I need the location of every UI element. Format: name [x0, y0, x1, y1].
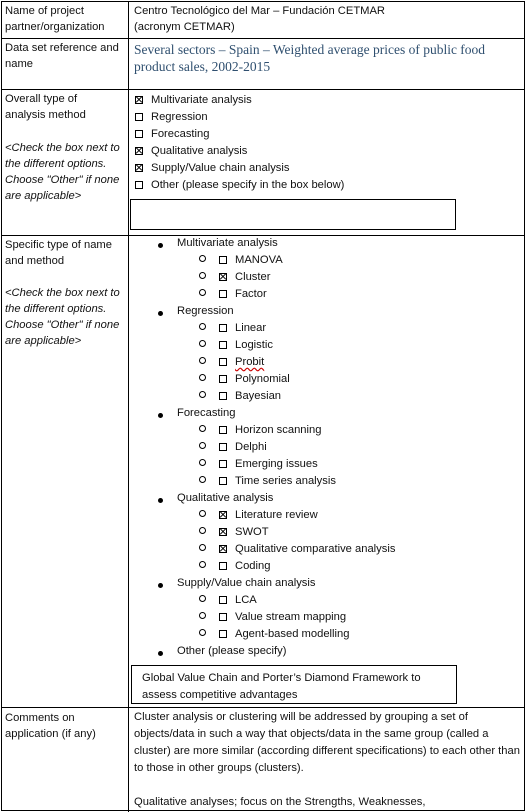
checkbox-icon[interactable]	[135, 130, 143, 138]
checkbox-icon[interactable]	[219, 375, 227, 383]
method-group-heading: Other (please specify)	[177, 645, 287, 657]
checkbox-icon[interactable]	[219, 613, 227, 621]
option-label: Other (please specify in the box below)	[151, 179, 345, 191]
method-option-label: Horizon scanning	[235, 424, 322, 436]
method-option-label: LCA	[235, 594, 257, 606]
overall-instruction: <Check the box next to the different options. Choose "Other" if none are applicable>	[5, 142, 120, 202]
checkbox-icon[interactable]	[219, 443, 227, 451]
comments-paragraph-2: Qualitative analyses; focus on the Strengths, Weaknesses,	[134, 796, 426, 808]
option-label: Supply/Value chain analysis	[151, 162, 290, 174]
circle-bullet-icon	[199, 612, 206, 619]
checked-checkbox-icon[interactable]	[219, 273, 227, 281]
bullet-icon	[158, 243, 163, 248]
method-option[interactable]	[199, 628, 349, 640]
other-specify-box[interactable]	[130, 199, 456, 230]
circle-bullet-icon	[199, 595, 206, 602]
partner-label: Name of project partner/organization	[5, 5, 105, 33]
method-option[interactable]	[199, 254, 283, 266]
circle-bullet-icon	[199, 374, 206, 381]
column-divider	[128, 2, 129, 812]
method-option-label: Cluster	[235, 271, 271, 283]
overall-option[interactable]	[135, 92, 252, 108]
method-group-heading: Multivariate analysis	[177, 237, 278, 249]
circle-bullet-icon	[199, 527, 206, 534]
partner-value	[134, 3, 519, 35]
checkbox-icon[interactable]	[219, 256, 227, 264]
circle-bullet-icon	[199, 476, 206, 483]
checkbox-icon[interactable]	[135, 113, 143, 121]
checkbox-icon[interactable]	[219, 358, 227, 366]
method-option[interactable]	[199, 594, 257, 606]
overall-option[interactable]	[135, 143, 247, 159]
method-option-label: Bayesian	[235, 390, 282, 402]
checkbox-icon[interactable]	[219, 562, 227, 570]
method-group-heading: Qualitative analysis	[177, 492, 274, 504]
method-option-label: SWOT	[235, 526, 269, 538]
method-option[interactable]	[199, 611, 346, 623]
method-option-label: MANOVA	[235, 254, 283, 266]
checked-checkbox-icon[interactable]	[219, 545, 227, 553]
specific-instruction: <Check the box next to the different options. Choose "Other" if none are applicable>	[5, 287, 120, 347]
checked-checkbox-icon[interactable]	[135, 147, 143, 155]
method-option[interactable]	[199, 288, 267, 300]
method-group-heading: Forecasting	[177, 407, 236, 419]
bullet-icon	[158, 498, 163, 503]
method-option[interactable]	[199, 373, 290, 385]
bullet-icon	[158, 583, 163, 588]
method-option-label: Emerging issues	[235, 458, 318, 470]
partner-name: Centro Tecnológico del Mar – Fundación CETMAR	[134, 5, 386, 17]
checkbox-icon[interactable]	[219, 460, 227, 468]
other-specify-text: Global Value Chain and Porter’s Diamond Framework to assess competitive advantages	[142, 672, 421, 701]
circle-bullet-icon	[199, 323, 206, 330]
method-option[interactable]	[199, 322, 266, 334]
method-option-label: Time series analysis	[235, 475, 336, 487]
checkbox-icon[interactable]	[219, 392, 227, 400]
method-option[interactable]	[199, 560, 270, 572]
overall-option[interactable]	[135, 160, 289, 176]
option-label: Qualitative analysis	[151, 145, 248, 157]
comments-text	[134, 709, 522, 811]
method-option[interactable]	[199, 543, 395, 555]
checkbox-icon[interactable]	[219, 341, 227, 349]
bullet-icon	[158, 651, 163, 656]
overall-option[interactable]	[135, 109, 208, 125]
other-specify-textbox[interactable]	[131, 665, 457, 704]
checkbox-icon[interactable]	[219, 596, 227, 604]
bullet-icon	[158, 311, 163, 316]
option-label: Regression	[151, 111, 208, 123]
method-option-label: Logistic	[235, 339, 273, 351]
checkbox-icon[interactable]	[219, 630, 227, 638]
method-option-label: Qualitative comparative analysis	[235, 543, 396, 555]
method-option[interactable]	[199, 339, 273, 351]
checkbox-icon[interactable]	[135, 181, 143, 189]
circle-bullet-icon	[199, 442, 206, 449]
circle-bullet-icon	[199, 510, 206, 517]
method-option-label: Factor	[235, 288, 267, 300]
circle-bullet-icon	[199, 629, 206, 636]
comments-paragraph-1: Cluster analysis or clustering will be addressed by grouping a set of objects/data in such a way that objects/data in the same group (called a cluster) are more similar (according different specifications) to each other than to those in other groups (clusters).	[134, 711, 520, 774]
checkbox-icon[interactable]	[219, 477, 227, 485]
specific-label: Specific type of name and method	[5, 239, 112, 267]
partner-acronym: (acronym CETMAR)	[134, 21, 235, 33]
overall-label: Overall type of analysis method	[5, 93, 86, 121]
circle-bullet-icon	[199, 255, 206, 262]
dataset-label: Data set reference and name	[5, 42, 119, 70]
method-option[interactable]	[199, 509, 318, 521]
checked-checkbox-icon[interactable]	[135, 96, 143, 104]
checked-checkbox-icon[interactable]	[219, 511, 227, 519]
circle-bullet-icon	[199, 544, 206, 551]
method-option[interactable]	[199, 458, 318, 470]
circle-bullet-icon	[199, 391, 206, 398]
method-option[interactable]	[199, 526, 269, 538]
overall-option[interactable]	[135, 177, 344, 193]
method-option-label: Probit	[235, 356, 265, 368]
method-option[interactable]	[199, 356, 264, 368]
option-label: Forecasting	[151, 128, 210, 140]
circle-bullet-icon	[199, 272, 206, 279]
method-option[interactable]	[199, 390, 281, 402]
row-divider	[2, 707, 524, 708]
method-option-label: Delphi	[235, 441, 267, 453]
row-divider	[2, 89, 524, 90]
circle-bullet-icon	[199, 561, 206, 568]
checkbox-icon[interactable]	[219, 324, 227, 332]
method-group-heading: Supply/Value chain analysis	[177, 577, 316, 589]
method-option-label: Polynomial	[235, 373, 290, 385]
method-group-heading: Regression	[177, 305, 234, 317]
circle-bullet-icon	[199, 289, 206, 296]
method-option-label: Agent-based modelling	[235, 628, 350, 640]
comments-label: Comments on application (if any)	[5, 712, 96, 740]
row-divider	[2, 38, 524, 39]
circle-bullet-icon	[199, 425, 206, 432]
method-option-label: Literature review	[235, 509, 318, 521]
method-option[interactable]	[199, 271, 270, 283]
method-option-label: Value stream mapping	[235, 611, 347, 623]
circle-bullet-icon	[199, 340, 206, 347]
row-divider	[2, 235, 524, 236]
bullet-icon	[158, 413, 163, 418]
checkbox-icon[interactable]	[219, 426, 227, 434]
method-option[interactable]	[199, 441, 267, 453]
circle-bullet-icon	[199, 357, 206, 364]
dataset-title: Several sectors – Spain – Weighted average prices of public food product sales, 2002-2015	[134, 42, 486, 74]
method-option[interactable]	[199, 475, 336, 487]
method-option-label: Coding	[235, 560, 271, 572]
checked-checkbox-icon[interactable]	[135, 164, 143, 172]
circle-bullet-icon	[199, 459, 206, 466]
method-option-label: Linear	[235, 322, 267, 334]
method-option[interactable]	[199, 424, 321, 436]
option-label: Multivariate analysis	[151, 94, 252, 106]
checked-checkbox-icon[interactable]	[219, 528, 227, 536]
checkbox-icon[interactable]	[219, 290, 227, 298]
overall-option[interactable]	[135, 126, 209, 142]
